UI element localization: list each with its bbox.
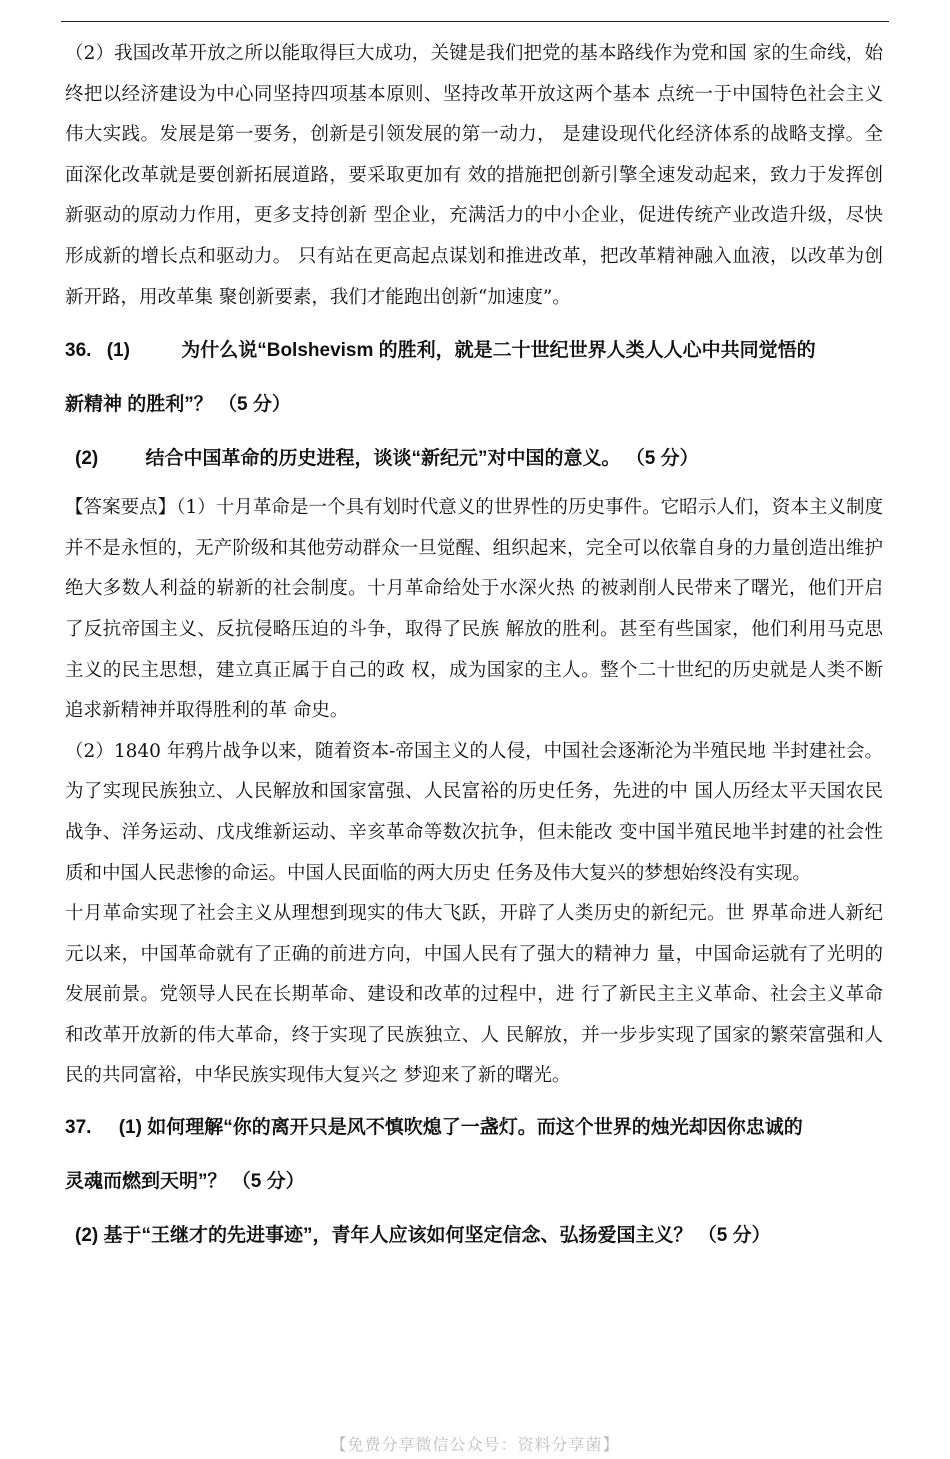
answer-36-para1: 【答案要点】（1）十月革命是一个具有划时代意义的世界性的历史事件。它昭示人们，资本主义制度并不是永恒的，无产阶级和其他劳动群众一旦觉醒、组织起来，完全可以依靠自身的力量创造出维护绝大多数人利益的崭新的社会制度。十月革命给处于水深火热 的被剥削人民带来了曙光，他们开启了反抗帝国主义、反抗侵略压迫的斗争，取得了民族 解放的胜利。甚至有些国家，他们利用马克思主义的民主思想，建立真正属于自己的政 权，成为国家的主人。整个二十世纪的历史就是人类不断追求新精神并取得胜利的革 命史。 — [65, 497, 883, 722]
answer-36-para3: 十月革命实现了社会主义从理想到现实的伟大飞跃，开辟了人类历史的新纪元。世 界革命进人新纪元以来，中国革命就有了正确的前进方向，中国人民有了强大的精神力 量，中国命运就有了光明的发展前景。党领导人民在长期革命、建设和改革的过程中，进 行了新民主主义革命、社会主义革命和改革开放新的伟大革命，终于实现了民族独立、人 民解放，并一步步实现了国家的繁荣富强和人民的共同富裕，中华民族实现伟大复兴之 梦迎来了新的曙光。 — [65, 903, 883, 1087]
question-36-part2 — [65, 432, 883, 486]
answer-36-para2: （2）1840 年鸦片战争以来，随着资本-帝国主义的人侵，中国社会逐渐沦为半殖民地 半封建社会。为了实现民族独立、人民解放和国家富强、人民富裕的历史任务，先进的中 国人历经太平天国农民战争、洋务运动、戊戌维新运动、辛亥革命等数次抗争，但未能改 变中国半殖民地半封建的社会性质和中国人民悲惨的命运。中国人民面临的两大历史 任务及伟大复兴的梦想始终没有实现。 — [65, 740, 883, 884]
question-37-part1-continued: 灵魂而燃到天明”？ （5 分） — [65, 1171, 305, 1193]
question-36-part2-text: 结合中国革命的历史进程，谈谈“新纪元”对中国的意义。 （5 分） — [145, 448, 699, 470]
question-36-number: 36. — [65, 340, 92, 362]
question-37-number: 37. — [65, 1117, 92, 1139]
question-36-part1-text-a: 为什么说“Bolshevism 的胜利，就是二十世纪世界人类人人心中共同觉悟的 — [181, 340, 816, 362]
question-36-part2-label: (2) — [75, 448, 99, 470]
question-36-part1-continued: 新精神 的胜利”？ （5 分） — [65, 394, 291, 416]
question-36-part1-label: (1) — [106, 340, 130, 362]
answer-35-part2: （2）我国改革开放之所以能取得巨大成功，关键是我们把党的基本路线作为党和国 家的生命线，始终把以经济建设为中心同坚持四项基本原则、坚持改革开放这两个基本 点统一于中国特色社会主义伟大实践。发展是第一要务，创新是引领发展的第一动力， 是建设现代化经济体系的战略支撑。全面深化改革就是要创新拓展道路，要采取更加有 效的措施把创新引擎全速发动起来，致力于发挥创新驱动的原动力作用，更多支持创新 型企业，充满活力的中小企业，促进传统产业改造升级，尽快形成新的增长点和驱动力。 只有站在更高起点谋划和推进改革，把改革精神融入血液，以改革为创新开路，用改革集 聚创新要素，我们才能跑出创新“加速度”。 — [65, 43, 883, 308]
watermark-footer: 【免费分享微信公众号：资料分享菌】 — [330, 1435, 620, 1454]
question-36-part1 — [65, 324, 883, 378]
question-37-part1 — [65, 1101, 883, 1155]
question-37-part2: (2) 基于“王继才的先进事迹”，青年人应该如何坚定信念、弘扬爱国主义？ （5 分） — [75, 1225, 771, 1247]
question-37-part1-text-a: (1) 如何理解“你的离开只是风不慎吹熄了一盏灯。而这个世界的烛光却因你忠诚的 — [118, 1117, 803, 1139]
document-body — [65, 0, 883, 1263]
